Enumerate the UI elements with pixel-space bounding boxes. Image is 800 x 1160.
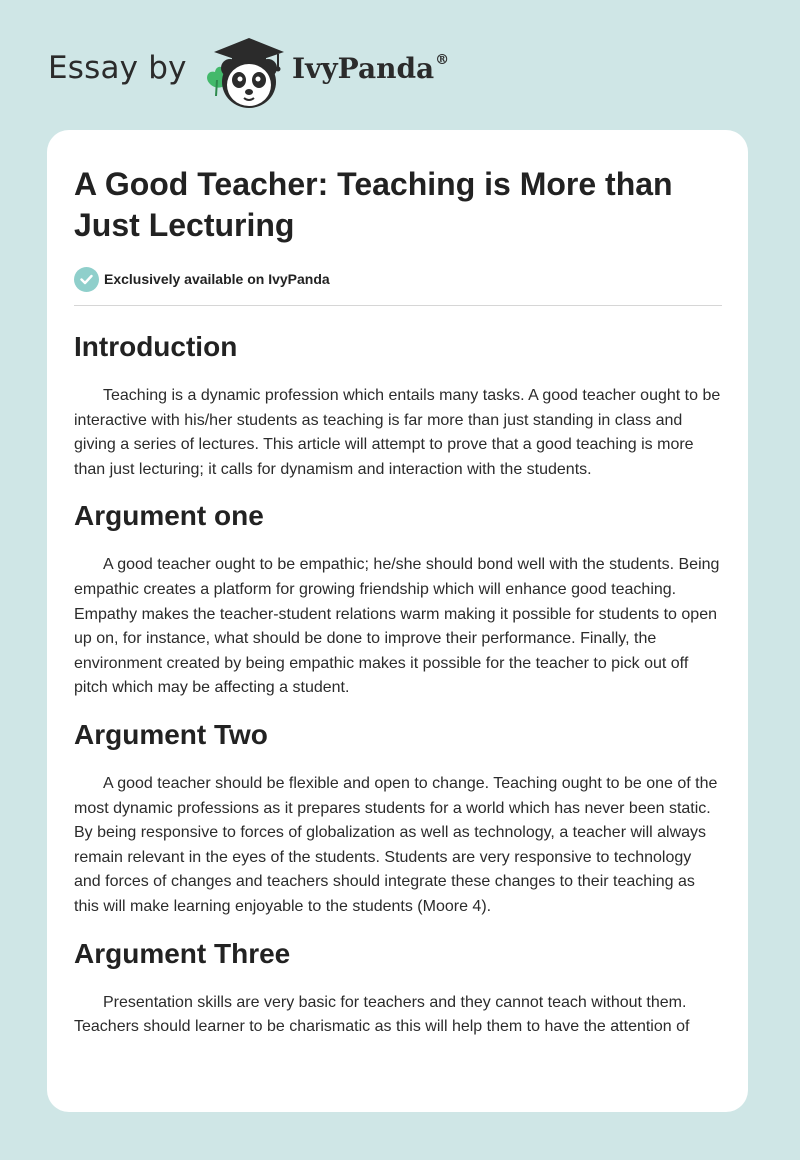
section-paragraph: A good teacher should be flexible and open to change. Teaching ought to be one of the most dynamic professions as it prepares students for a world which has never been static. By being responsive to forces of globalization as well as technology, a teacher will always remain relevant in the eyes of the students. Students are very responsive to technology and forces of changes and teachers should integrate these changes to their teaching as this will make learning enjoyable to the students (Moore 4).	[74, 774, 718, 915]
section-paragraph: Presentation skills are very basic for teachers and they cannot teach without them. Teachers should learner to be charismatic as this will help them to have the attention of	[74, 993, 690, 1036]
exclusive-label: Exclusively available on IvyPanda	[104, 271, 330, 287]
section-heading: Argument one	[74, 500, 264, 532]
site-header	[48, 30, 748, 110]
section-heading: Introduction	[74, 331, 238, 362]
section-paragraph: A good teacher ought to be empathic; he/she should bond well with the students. Being empathic creates a platform for growing friendship which will enhance good teaching. Empathy makes the teacher-student relations warm making it possible for students to open up on, for instance, what should be done to improve their performance. Finally, the environment created by being empathic makes it possible for the teacher to pick out off pitch which may be affecting a student.	[74, 556, 720, 697]
essay-by-label: Essay by	[48, 50, 187, 86]
essay-card	[47, 130, 748, 1112]
exclusive-badge	[74, 266, 722, 292]
section-heading: Argument Two	[74, 718, 268, 750]
panda-graduate-logo-icon[interactable]	[202, 32, 286, 112]
essay-content	[74, 164, 722, 1040]
divider	[74, 305, 722, 306]
section-paragraph: Teaching is a dynamic profession which entails many tasks. A good teacher ought to be interactive with his/her students as teaching is far more than just standing in class and giving a series of lectures. This article will attempt to prove that a good teaching is more than just lecturing; it calls for dynamism and interaction with the students.	[74, 387, 721, 478]
checkmark-icon	[74, 267, 99, 292]
section-heading: Argument Three	[74, 937, 291, 969]
essay-title: A Good Teacher: Teaching is More than Just Lecturing	[74, 166, 673, 243]
brand-name[interactable]: IvyPanda®	[292, 52, 450, 85]
registered-mark: ®	[435, 52, 450, 68]
